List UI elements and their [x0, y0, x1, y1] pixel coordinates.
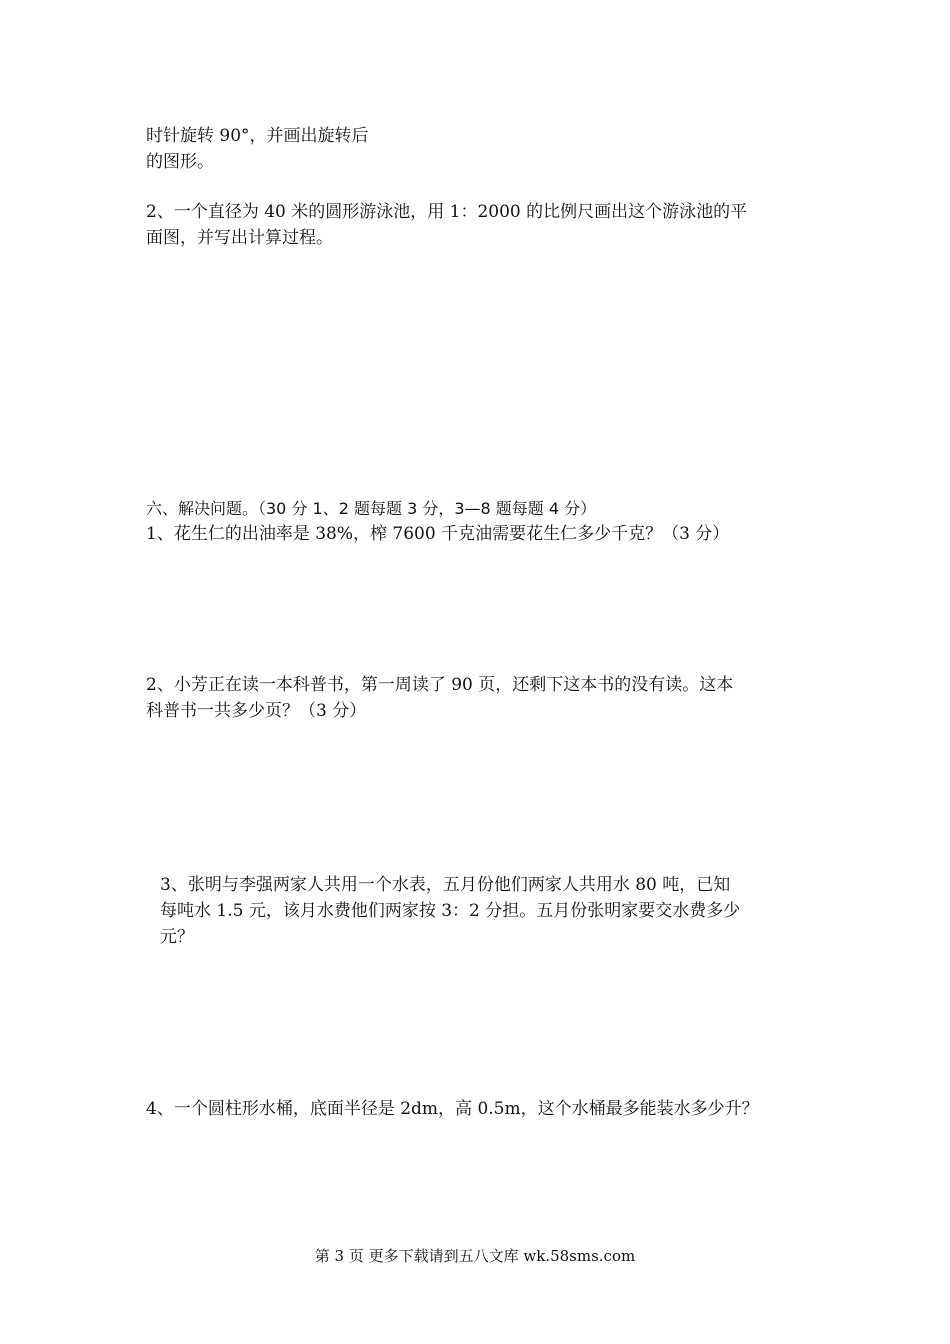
- section6-q4: 4、一个圆柱形水桶，底面半径是 2dm，高 0.5m，这个水桶最多能装水多少升？: [146, 1099, 759, 1119]
- section6-heading: 六、解决问题。（30 分 1、2 题每题 3 分，3—8 题每题 4 分）: [146, 499, 597, 518]
- section5-q1-line2: 的图形。: [146, 152, 214, 172]
- section6-q1: 1、花生仁的出油率是 38%，榨 7600 千克油需要花生仁多少千克？（3 分）: [146, 524, 730, 544]
- section6-q2-line1: 2、小芳正在读一本科普书，第一周读了 90 页，还剩下这本书的没有读。这本: [146, 675, 734, 695]
- page-footer: 第 3 页 更多下载请到五八文库 wk.58sms.com: [314, 1247, 636, 1265]
- section6-q2-line2: 科普书一共多少页？（3 分）: [146, 701, 367, 721]
- section6-q3-line3: 元？: [160, 927, 194, 947]
- section5-q1-line1: 时针旋转 90°，并画出旋转后: [146, 126, 369, 146]
- section5-q2-line1: 2、一个直径为 40 米的圆形游泳池，用 1：2000 的比例尺画出这个游泳池的平: [146, 202, 748, 222]
- section6-q3-line2: 每吨水 1.5 元，该月水费他们两家按 3：2 分担。五月份张明家要交水费多少: [160, 901, 741, 921]
- section6-q3-line1: 3、张明与李强两家人共用一个水表，五月份他们两家人共用水 80 吨，已知: [160, 875, 731, 895]
- section5-q2-line2: 面图，并写出计算过程。: [146, 228, 333, 248]
